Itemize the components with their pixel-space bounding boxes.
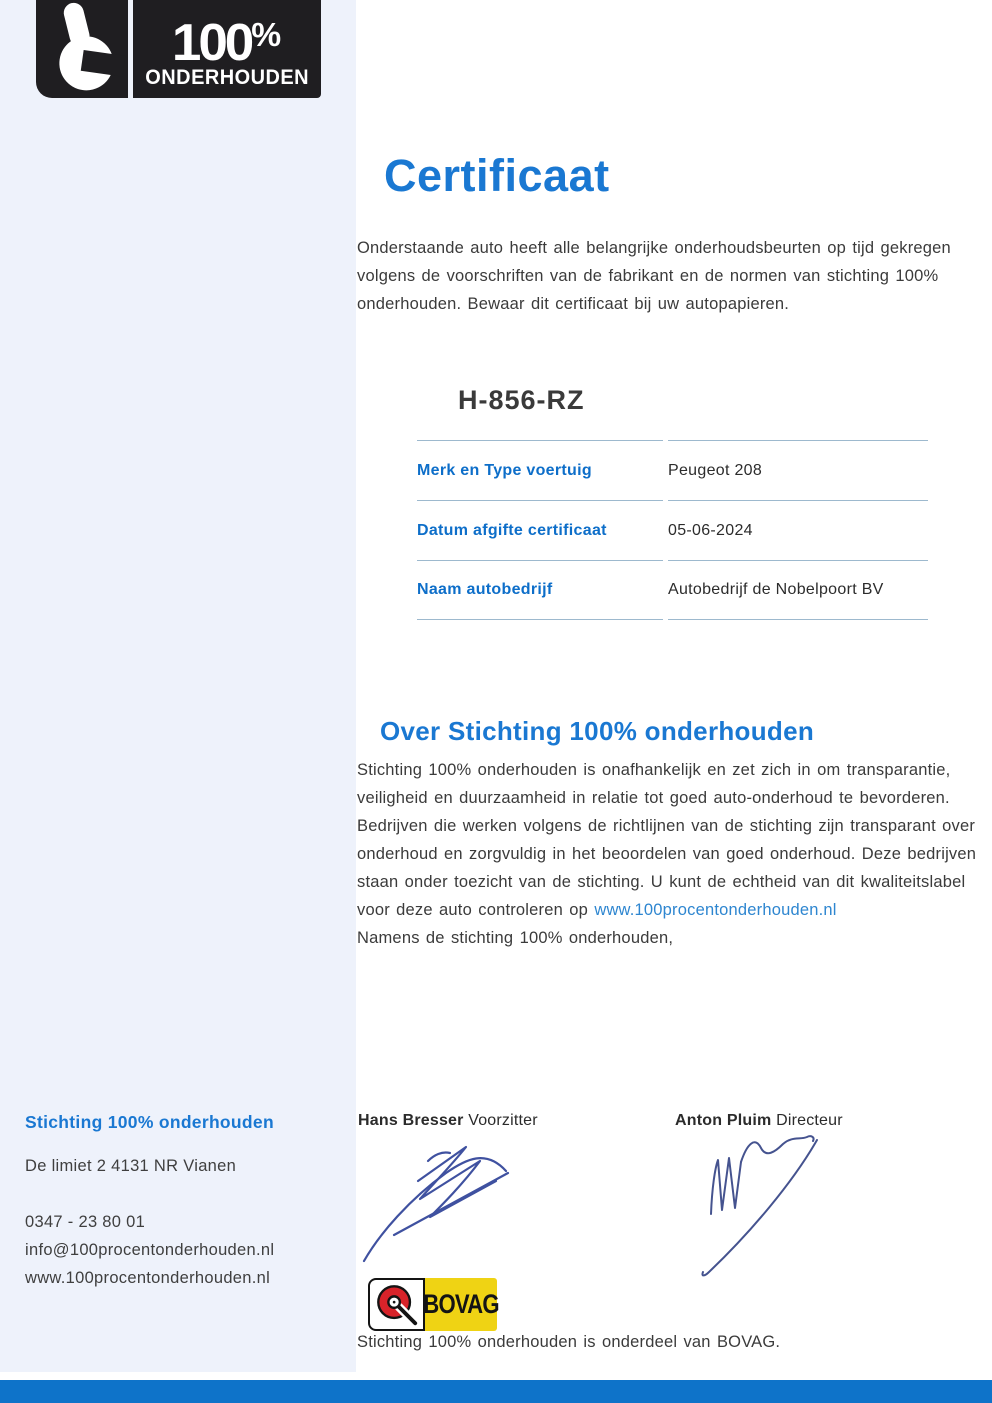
contact-org-name: Stichting 100% onderhouden bbox=[25, 1112, 274, 1132]
contact-address: De limiet 2 4131 NR Vianen bbox=[25, 1157, 237, 1175]
logo-percent: % bbox=[251, 16, 282, 53]
contact-phone: 0347 - 23 80 01 bbox=[25, 1213, 146, 1231]
detail-label-datum: Datum afgifte certificaat bbox=[417, 500, 663, 560]
signature-label-voorzitter bbox=[358, 1112, 538, 1130]
contact-block bbox=[25, 1112, 345, 1292]
signer-role-directeur: Directeur bbox=[771, 1112, 843, 1129]
bovag-wordmark: BOVAG bbox=[423, 1289, 499, 1319]
bovag-wordmark-box bbox=[425, 1278, 497, 1331]
wrench-icon bbox=[36, 0, 128, 98]
signer-name-anton: Anton Pluim bbox=[675, 1112, 772, 1129]
signature-hans-bresser bbox=[358, 1133, 518, 1268]
logo-100-text: 100% bbox=[172, 14, 282, 72]
footer-bar bbox=[0, 1380, 992, 1403]
table-row-autobedrijf bbox=[417, 560, 928, 620]
about-closing-line: Namens de stichting 100% onderhouden, bbox=[357, 929, 674, 947]
about-paragraph bbox=[357, 756, 991, 952]
detail-value-autobedrijf: Autobedrijf de Nobelpoort BV bbox=[668, 560, 928, 620]
detail-label-merk: Merk en Type voertuig bbox=[417, 440, 663, 500]
verification-link[interactable]: www.100procentonderhouden.nl bbox=[594, 901, 837, 919]
bovag-note: Stichting 100% onderhouden is onderdeel van BOVAG. bbox=[357, 1333, 781, 1351]
intro-paragraph: Onderstaande auto heeft alle belangrijke onderhoudsbeurten op tijd gekregen volgens de voorschriften van de fabrikant en de normen van stichting 100% onderhouden. Bewaar dit certificaat bij uw autopapieren. bbox=[357, 239, 951, 313]
detail-label-autobedrijf: Naam autobedrijf bbox=[417, 560, 663, 620]
bovag-logo bbox=[368, 1278, 497, 1331]
contact-website: www.100procentonderhouden.nl bbox=[25, 1269, 271, 1287]
signature-anton-pluim bbox=[693, 1128, 823, 1278]
contact-email: info@100procentonderhouden.nl bbox=[25, 1241, 275, 1259]
license-plate: H-856-RZ bbox=[458, 385, 585, 415]
logo-text-box bbox=[133, 0, 321, 98]
detail-value-merk: Peugeot 208 bbox=[668, 440, 928, 500]
about-section-title: Over Stichting 100% onderhouden bbox=[380, 716, 815, 746]
page-title: Certificaat bbox=[384, 150, 610, 201]
table-row-merk bbox=[417, 440, 928, 500]
signer-role-voorzitter: Voorzitter bbox=[463, 1112, 538, 1129]
table-row-datum bbox=[417, 500, 928, 560]
logo-onderhouden-text: ONDERHOUDEN bbox=[145, 66, 309, 89]
bovag-wheel-icon bbox=[368, 1278, 425, 1331]
about-text: Stichting 100% onderhouden is onafhankelijk en zet zich in om transparantie, veiligheid en duurzaamheid in relatie tot goed auto-onderhoud te bevorderen. Bedrijven die werken volgens de richtlijnen van de stichting zijn transparant over onderhoud en zorgvuldig in het beoordelen van goed onderhoud. Deze bedrijven staan onder toezicht van de stichting. U kunt de echtheid van dit kwaliteitslabel voor deze auto controleren op bbox=[357, 761, 977, 919]
stichting-logo bbox=[36, 0, 321, 98]
detail-value-datum: 05-06-2024 bbox=[668, 500, 928, 560]
signer-name-hans: Hans Bresser bbox=[358, 1112, 464, 1129]
vehicle-details-table bbox=[417, 440, 928, 620]
